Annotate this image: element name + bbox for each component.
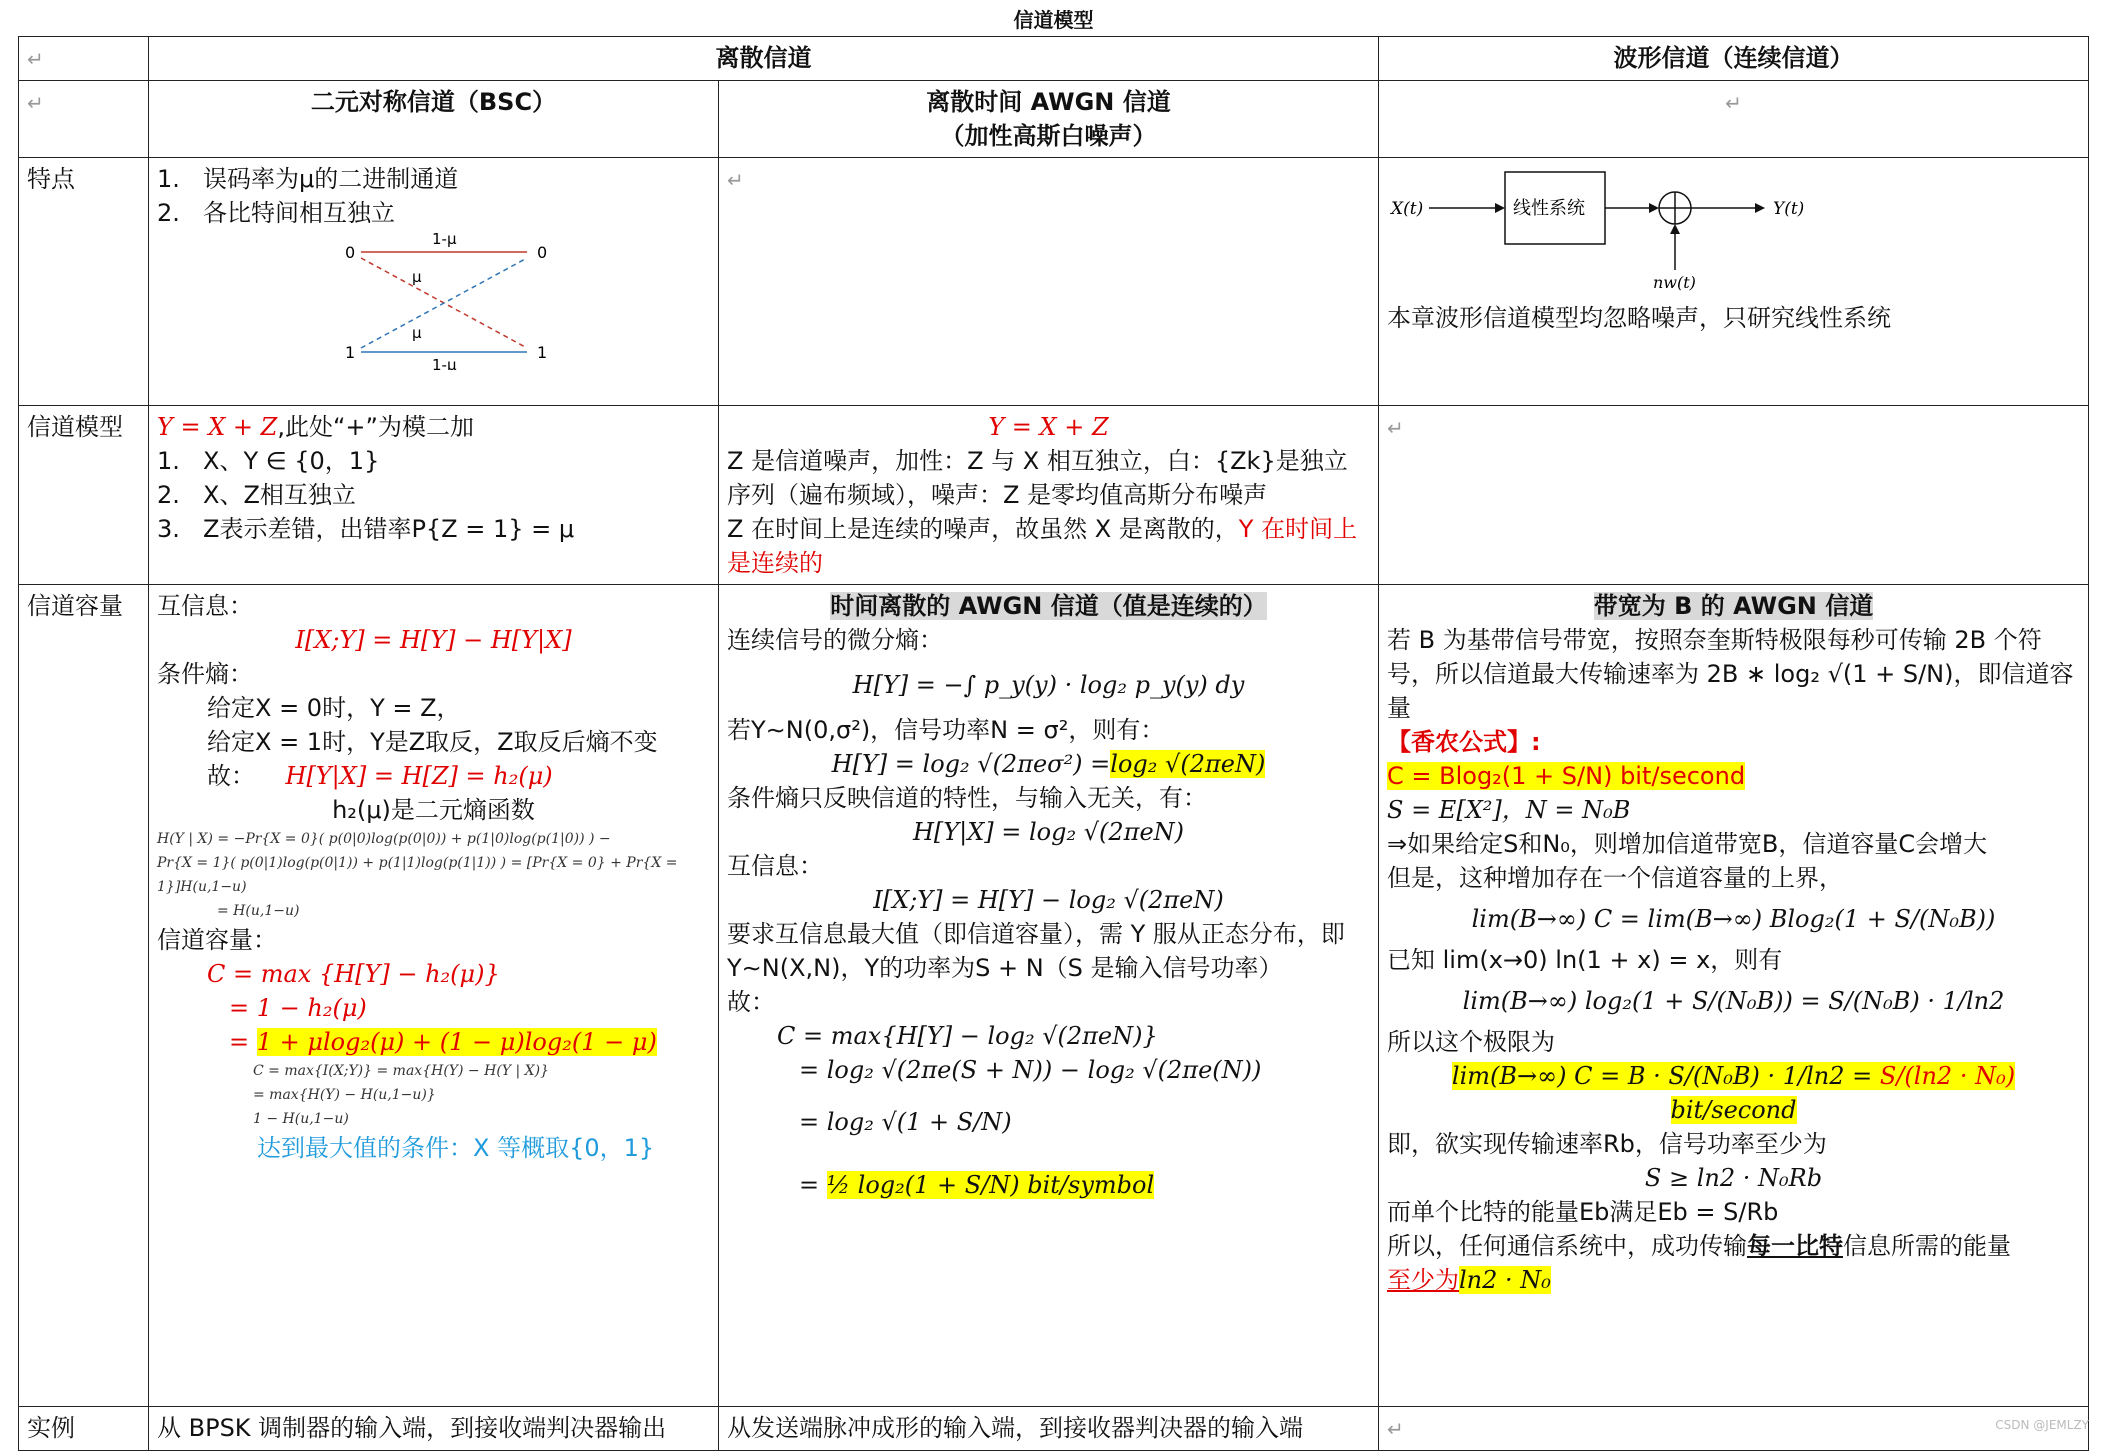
header-row-1 [19,37,2089,81]
awgn-capacity-title: 时间离散的 AWGN 信道（值是连续的） [830,592,1267,620]
bsc-label-cross-bottom: μ [412,324,422,342]
bsc-node-0-right: 0 [537,243,548,262]
noise-label: nw(t) [1653,273,1696,292]
bsc-model-note: ,此处“+”为模二加 [277,413,474,441]
example-row [19,1407,2089,1451]
bsc-model-eq: Y = X + Z [157,413,278,441]
awgn-header-line2: （加性高斯白噪声） [940,122,1157,150]
list-item: 1. X、Y ∈ {0，1} [157,447,380,475]
awgn-features: ↵ [719,158,1379,406]
row-label-features: 特点 [19,158,149,406]
list-item: 2. 各比特间相互独立 [157,199,395,227]
bsc-alt-derivation: C = max{I(X;Y)} = max{H(Y) − H(Y | X)} = max{H(Y) − H(u,1−u)} 1 − H(u,1−u) [253,1063,549,1127]
bsc-header: 二元对称信道（BSC） [149,81,719,158]
wave-example: ↵ [1379,1407,2089,1451]
wave-capacity: 带宽为 B 的 AWGN 信道 若 B 为基带信号带宽，按照奈奎斯特极限每秒可传输 2B 个符号，所以信道最大传输速率为 2B ∗ log₂ √(1 + S/N)，即信道容量 【香农公式】: C = Blog₂(1 + S/N) bit/second S = E[X²]，N = N₀B ⇒如果给定S和N₀，则增加信道带宽B，信道容量C会增大 但是，这种增加存在一个信道容量的上界， lim(B→∞) C = lim(B→∞) Blog₂(1 + S/(N₀B)) 已知 lim(x→0) ln(1 + x) = x，则有 lim(B→∞) log₂(1 + S/(N₀B)) = S/(N₀B) · 1/ln2 所以这个极限为 lim(B→∞) C = B · S/(N₀B) · 1/ln2 = S/(ln2 · N₀) bit/second 即，欲实现传输速率Rb，信号功率至少为 S ≥ ln2 · N₀Rb 而单个比特的能量Eb满足Eb = S/Rb 所以，任何通信系统中，成功传输每一比特信息所需的能量 至少为ln2 · N₀ [1379,585,2089,1407]
capacity-row [19,585,2089,1407]
row-label-capacity: 信道容量 [19,585,149,1407]
list-item: 2. X、Z相互独立 [157,481,356,509]
waveform-header: 波形信道（连续信道） [1379,37,2089,81]
awgn-example: 从发送端脉冲成形的输入端，到接收器判决器的输入端 [719,1407,1379,1451]
bsc-node-0-left: 0 [345,243,356,262]
bsc-max-condition: 达到最大值的条件：X 等概取{0，1} [257,1134,655,1162]
row-label-example: 实例 [19,1407,149,1451]
wave-features [1379,158,2089,406]
output-signal-label: Y(t) [1773,199,1805,219]
awgn-capacity: 时间离散的 AWGN 信道（值是连续的） 连续信号的微分熵： H[Y] = −∫ p_y(y) · log₂ p_y(y) dy 若Y∼N(0,σ²)，信号功率N = σ²，则有： H[Y] = log₂ √(2πeσ²) =log₂ √(2πeN) 条件熵只反映信道的特性，与输入无关，有： H[Y|X] = log₂ √(2πeN) 互信息： I[X;Y] = H[Y] − log₂ √(2πeN) 要求互信息最大值（即信道容量），需 Y 服从正态分布，即Y∼N(X,N)，Y的功率为S + N（S 是输入信号功率） 故： C = max{H[Y] − log₂ √(2πeN)} = log₂ √(2πe(S + N)) − log₂ √(2πe(N)) = log₂ √(1 + S/N) = ½ log₂(1 + S/N) bit/symbol [719,585,1379,1407]
bsc-label-top: 1-μ [432,230,457,248]
bsc-label-cross-top: μ [412,268,422,286]
awgn-capacity-result: ½ log₂(1 + S/N) bit/symbol [826,1171,1155,1199]
bsc-capacity-result: 1 + μlog₂(μ) + (1 − μ)log₂(1 − μ) [256,1028,657,1056]
bsc-node-1-left: 1 [345,343,356,362]
bsc-label-bottom: 1-μ [432,356,457,370]
page-title: 信道模型 [1013,8,1094,32]
features-row [19,158,2089,406]
input-arrowhead [1495,203,1505,213]
bsc-features [149,158,719,406]
bsc-example: 从 BPSK 调制器的输入端，到接收端判决器输出 [149,1407,719,1451]
linear-system-diagram [1387,162,1827,292]
bsc-mi-eq: I[X;Y] = H[Y] − H[Y|X] [295,626,572,654]
awgn-model-desc: Z 是信道噪声，加性：Z 与 X 相互独立，白：{Zk}是独立序列（遍布频域），噪声：Z 是零均值高斯分布噪声 [727,447,1348,509]
awgn-model-desc-2: Z 在时间上是连续的噪声，故虽然 X 是离散的，Y 在时间上是连续的 [727,515,1358,577]
bsc-capacity: 互信息： I[X;Y] = H[Y] − H[Y|X] 条件熵： 给定X = 0时，Y = Z， 给定X = 1时，Y是Z取反，Z取反后熵不变 故： H[Y|X] = H[Z] = h₂(μ) h₂(μ)是二元熵函数 H(Y | X) = −Pr{X = 0}( p(0|0)log(p(0|0)) + p(1|0)log(p(1|0)) ) − Pr{X = 1}( p(0|1)log(p(0|1)) + p(1|1)log(p(1|1)) ) = [Pr{X = 0} + Pr{X = 1}]H(u,1−u) = H(u,1−u) 信道容量： C = max {H[Y] − h₂(μ)} = 1 − h₂(μ) = 1 + μlog₂(μ) + (1 − μ)log₂(1 − μ) C = max{I(X;Y)} = max{H(Y) − H(Y | X)} = max{H(Y) − H(u,1−u)} 1 − H(u,1−u) 达到最大值的条件：X 等概取{0，1} [149,585,719,1407]
bsc-model [149,406,719,585]
channel-model-table [18,36,2089,1451]
wave-model: ↵ [1379,406,2089,585]
discrete-header: 离散信道 [149,37,1379,81]
bsc-derivation: H(Y | X) = −Pr{X = 0}( p(0|0)log(p(0|0)) + p(1|0)log(p(1|0)) ) − Pr{X = 1}( p(0|1)log(p(0|1)) + p(1|1)log(p(1|1)) ) = [Pr{X = 0} + Pr{X = 1}]H(u,1−u) = H(u,1−u) [157,831,678,919]
bsc-node-1-right: 1 [537,343,548,362]
watermark: CSDN @JEMLZY [1995,1418,2089,1432]
model-row [19,406,2089,585]
waveform-subheader: ↵ [1379,81,2089,158]
list-item: 1. 误码率为μ的二进制通道 [157,165,459,193]
wave-note: 本章波形信道模型均忽略噪声，只研究线性系统 [1387,304,1891,332]
corner-cell-2: ↵ [19,81,149,158]
linear-system-label: 线性系统 [1513,198,1585,219]
corner-cell: ↵ [19,37,149,81]
awgn-model-eq: Y = X + Z [988,413,1109,441]
bsc-transition-diagram [337,230,567,370]
header-row-2 [19,81,2089,158]
wave-capacity-title: 带宽为 B 的 AWGN 信道 [1593,592,1874,620]
awgn-model [719,406,1379,585]
row-label-model: 信道模型 [19,406,149,585]
input-signal-label: X(t) [1391,199,1424,219]
shannon-formula: C = Blog₂(1 + S/N) bit/second [1387,762,1746,790]
awgn-header [719,81,1379,158]
awgn-header-line1: 离散时间 AWGN 信道 [926,88,1171,116]
list-item: 3. Z表示差错，出错率P{Z = 1} = μ [157,515,575,543]
